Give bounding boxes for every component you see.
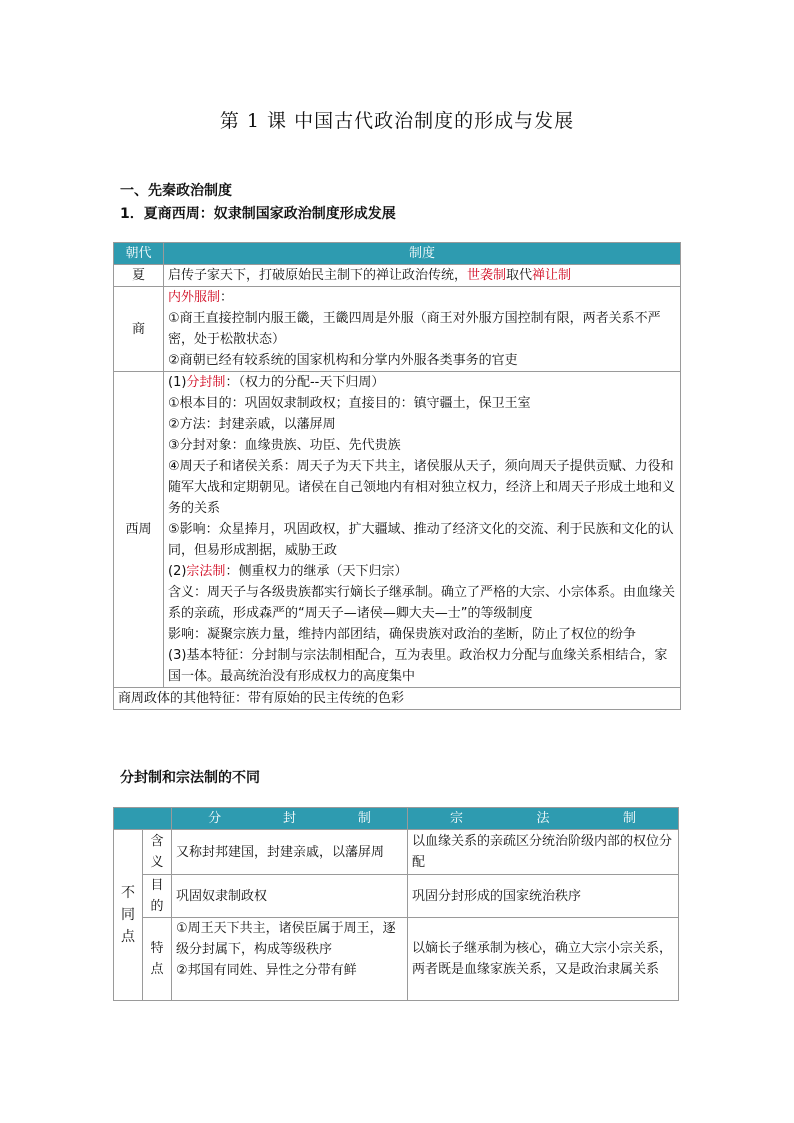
dynasty-cell: 夏 xyxy=(114,265,164,287)
comparison-heading: 分封制和宗法制的不同 xyxy=(120,770,260,786)
highlight-term: 分封制 xyxy=(186,375,226,390)
cell-line: ⑤影响：众星捧月，巩固政权，扩大疆域、推动了经济文化的交流、利于民族和文化的认同，但易形成割据，威胁王政 xyxy=(168,522,674,558)
cell-text: 启传子家天下，打破原始民主制下的禅让政治传统， xyxy=(168,268,468,283)
cell-text: ： xyxy=(220,290,234,305)
cell-text: ：（权力的分配--天下归周） xyxy=(225,375,385,390)
cell-line: 影响：凝聚宗族力量，维持内部团结，确保贵族对政治的垄断，防止了权位的纷争 xyxy=(168,627,637,642)
highlight-term: 禅让制 xyxy=(532,268,572,283)
cell-line: ①周王天下共主，诸侯臣属于周王，逐级分封属下，构成等级秩序 xyxy=(176,921,396,957)
header-dynasty: 朝代 xyxy=(114,243,164,265)
cell-text: (1) xyxy=(168,375,187,390)
system-cell xyxy=(164,287,681,372)
header-char: 宗 xyxy=(450,811,464,826)
fenfeng-cell: 又称封邦建国，封建亲戚，以藩屏周 xyxy=(172,830,408,875)
dynasty-system-table xyxy=(113,242,681,710)
table-row xyxy=(114,830,679,875)
cell-line xyxy=(168,372,676,393)
header-zongfa xyxy=(408,808,679,830)
subsection-heading: 1．夏商西周：奴隶制国家政治制度形成发展 xyxy=(120,206,396,222)
table-header-row xyxy=(114,243,681,265)
table-row xyxy=(114,287,681,372)
row-label: 含义 xyxy=(143,830,172,875)
dynasty-cell: 西周 xyxy=(114,372,164,688)
header-char: 分 xyxy=(208,811,222,826)
row-label: 目的 xyxy=(143,875,172,918)
fenfeng-cell: 巩固奴隶制政权 xyxy=(172,875,408,918)
footer-cell: 商周政体的其他特征：带有原始的民主传统的色彩 xyxy=(114,688,681,710)
cell-line: 含义：周天子与各级贵族都实行嫡长子继承制。确立了严格的大宗、小宗体系。由血缘关系的亲疏，形成森严的“周天子—诸侯—卿大夫—士”的等级制度 xyxy=(168,585,676,621)
cell-line xyxy=(168,561,676,582)
section-heading: 一、先秦政治制度 xyxy=(120,183,232,199)
cell-line: (3)基本特征：分封制与宗法制相配合，互为表里。政治权力分配与血缘关系相结合，家国一体。最高统治没有形成权力的高度集中 xyxy=(168,648,668,684)
zongfa-cell: 以血缘关系的亲疏区分统治阶级内部的权位分配 xyxy=(408,830,679,875)
table-row xyxy=(114,265,681,287)
cell-line: ①商王直接控制内服王畿，王畿四周是外服（商王对外服方国控制有限，两者关系不严密，处于松散状态） xyxy=(168,311,661,347)
highlight-term: 宗法制 xyxy=(186,564,226,579)
highlight-term: 世袭制 xyxy=(467,268,507,283)
zongfa-cell: 巩固分封形成的国家统治秩序 xyxy=(408,875,679,918)
header-char: 封 xyxy=(282,811,296,826)
row-label: 特点 xyxy=(143,918,172,1001)
table-header-row xyxy=(114,808,679,830)
highlight-term: 内外服制 xyxy=(168,290,221,305)
cell-line: ④周天子和诸侯关系：周天子为天下共主，诸侯服从天子，须向周天子提供贡赋、力役和随军大战和定期朝见。诸侯在自己领地内有相对独立权力，经济上和周天子形成土地和义务的关系 xyxy=(168,459,676,516)
group-label: 不同点 xyxy=(114,830,143,1001)
cell-text: (2) xyxy=(168,564,187,579)
fenfeng-cell xyxy=(172,918,408,1001)
comparison-table xyxy=(113,807,679,1001)
page-title: 第 1 课 中国古代政治制度的形成与发展 xyxy=(219,110,575,132)
header-system: 制度 xyxy=(164,243,681,265)
table-footer-row xyxy=(114,688,681,710)
cell-line: ②商朝已经有较系统的国家机构和分掌内外服各类事务的官吏 xyxy=(168,353,518,368)
cell-line: ②邦国有同姓、异性之分带有鲜 xyxy=(176,963,357,978)
header-blank xyxy=(114,808,172,830)
cell-text: ：侧重权力的继承（天下归宗） xyxy=(225,564,408,579)
cell-text: 取代 xyxy=(506,268,533,283)
table-row xyxy=(114,372,681,688)
header-char: 制 xyxy=(357,811,371,826)
cell-line xyxy=(168,287,676,308)
cell-line: ③分封对象：血缘贵族、功臣、先代贵族 xyxy=(168,438,401,453)
table-row xyxy=(114,875,679,918)
zongfa-cell: 以嫡长子继承制为核心，确立大宗小宗关系，两者既是血缘家族关系，又是政治隶属关系 xyxy=(408,918,679,1001)
table-row xyxy=(114,918,679,1001)
header-char: 法 xyxy=(536,811,550,826)
cell-line: ②方法：封建亲戚，以藩屏周 xyxy=(168,417,336,432)
header-char: 制 xyxy=(622,811,636,826)
cell-line: ①根本目的：巩固奴隶制政权；直接目的：镇守疆土，保卫王室 xyxy=(168,396,531,411)
header-fenfeng xyxy=(172,808,408,830)
dynasty-cell: 商 xyxy=(114,287,164,372)
system-cell xyxy=(164,265,681,287)
system-cell xyxy=(164,372,681,688)
